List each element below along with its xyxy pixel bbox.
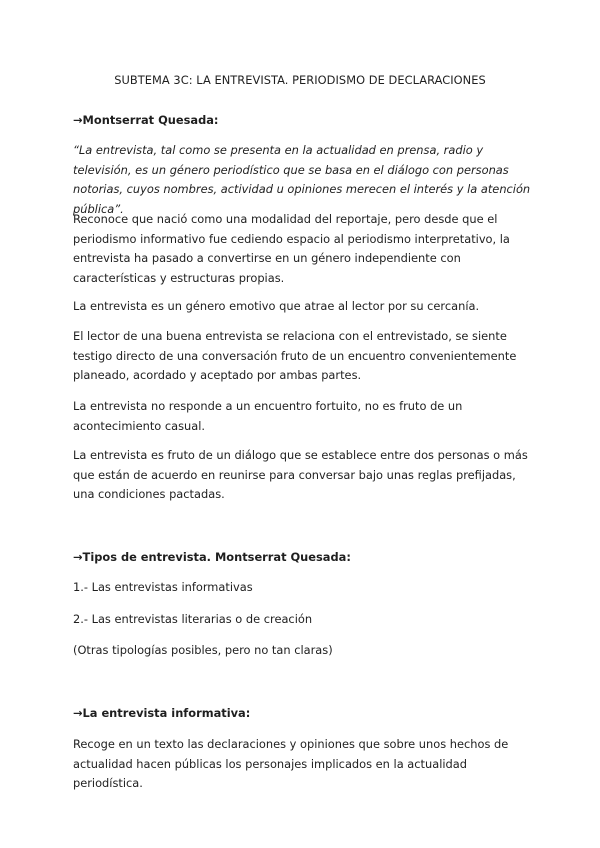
definition-quote: “La entrevista, tal como se presenta en la actualidad en prensa, radio y televisión, es un género periodístico que se basa en el diálogo con personas notorias, cuyos nombres, actividad u opiniones merecen el interés y la atención pública”. — [73, 143, 531, 216]
section-heading-tipos: →Tipos de entrevista. Montserrat Quesada: — [73, 550, 351, 564]
list-item: 2.- Las entrevistas literarias o de creación — [73, 612, 313, 626]
paragraph-reader: El lector de una buena entrevista se relaciona con el entrevistado, se siente testigo directo de una conversación fruto de un encuentro convenientemente planeado, acordado y aceptado por ambas partes. — [73, 329, 517, 382]
paragraph-informativa: Recoge en un texto las declaraciones y opiniones que sobre unos hechos de actualidad hacen públicas los personajes implicados en la actualidad periodística. — [73, 737, 509, 790]
list-item: 1.- Las entrevistas informativas — [73, 580, 253, 594]
section-heading-montserrat: →Montserrat Quesada: — [73, 113, 219, 127]
paragraph-origin: Reconoce que nació como una modalidad del reportaje, pero desde que el periodismo informativo fue cediendo espacio al periodismo interpretativo, la entrevista ha pasado a convertirse en un género independiente con características y estructuras propias. — [73, 212, 510, 285]
paragraph-not-fortuitous: La entrevista no responde a un encuentro fortuito, no es fruto de un acontecimiento casual. — [73, 399, 463, 433]
paragraph-emotive: La entrevista es un género emotivo que atrae al lector por su cercanía. — [73, 299, 480, 313]
section-heading-informativa: →La entrevista informativa: — [73, 706, 251, 720]
paragraph-dialogue: La entrevista es fruto de un diálogo que se establece entre dos personas o más que están de acuerdo en reunirse para conversar bajo unas reglas prefijadas, una condiciones pactadas. — [73, 448, 528, 501]
note-other-types: (Otras tipologías posibles, pero no tan claras) — [73, 643, 333, 657]
document-title: SUBTEMA 3C: LA ENTREVISTA. PERIODISMO DE DECLARACIONES — [114, 73, 486, 87]
